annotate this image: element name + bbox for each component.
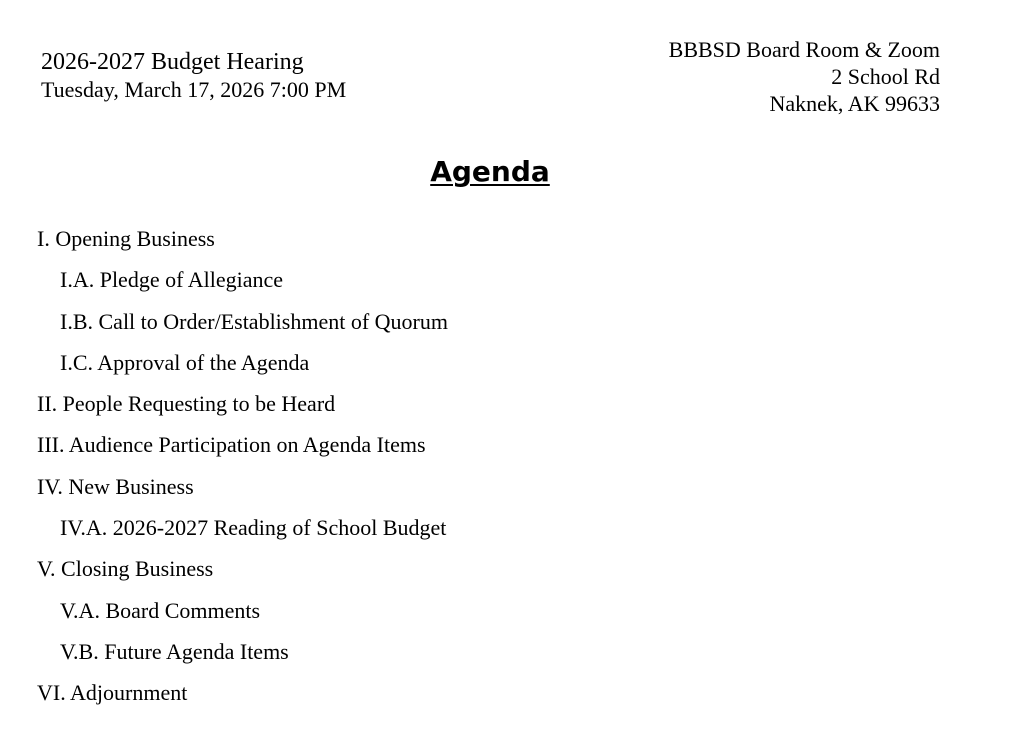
agenda-item: I. Opening Business	[37, 226, 215, 251]
agenda-heading: Agenda	[430, 155, 550, 188]
agenda-item: IV. New Business	[37, 473, 194, 499]
location-venue: BBBSD Board Room & Zoom	[668, 37, 940, 62]
agenda-subitem: IV.A. 2026-2027 Reading of School Budget	[60, 515, 447, 541]
agenda-subitem: I.A. Pledge of Allegiance	[60, 267, 283, 293]
agenda-subitem: I.B. Call to Order/Establishment of Quorum	[60, 308, 448, 334]
agenda-subitem: V.B. Future Agenda Items	[60, 638, 289, 664]
meeting-title: 2026-2027 Budget Hearing	[41, 49, 304, 75]
agenda-item: III. Audience Participation on Agenda Items	[37, 432, 426, 458]
meeting-location	[669, 36, 940, 117]
agenda-item: V. Closing Business	[37, 556, 214, 582]
location-street: 2 School Rd	[831, 64, 940, 89]
location-city: Naknek, AK 99633	[769, 91, 940, 116]
meeting-info	[41, 48, 346, 103]
agenda-list	[37, 225, 448, 721]
meeting-datetime: Tuesday, March 17, 2026 7:00 PM	[41, 77, 347, 102]
agenda-item: VI. Adjournment	[37, 680, 188, 706]
agenda-item: II. People Requesting to be Heard	[37, 391, 336, 417]
agenda-subitem: I.C. Approval of the Agenda	[60, 349, 310, 375]
agenda-subitem: V.A. Board Comments	[60, 597, 261, 623]
